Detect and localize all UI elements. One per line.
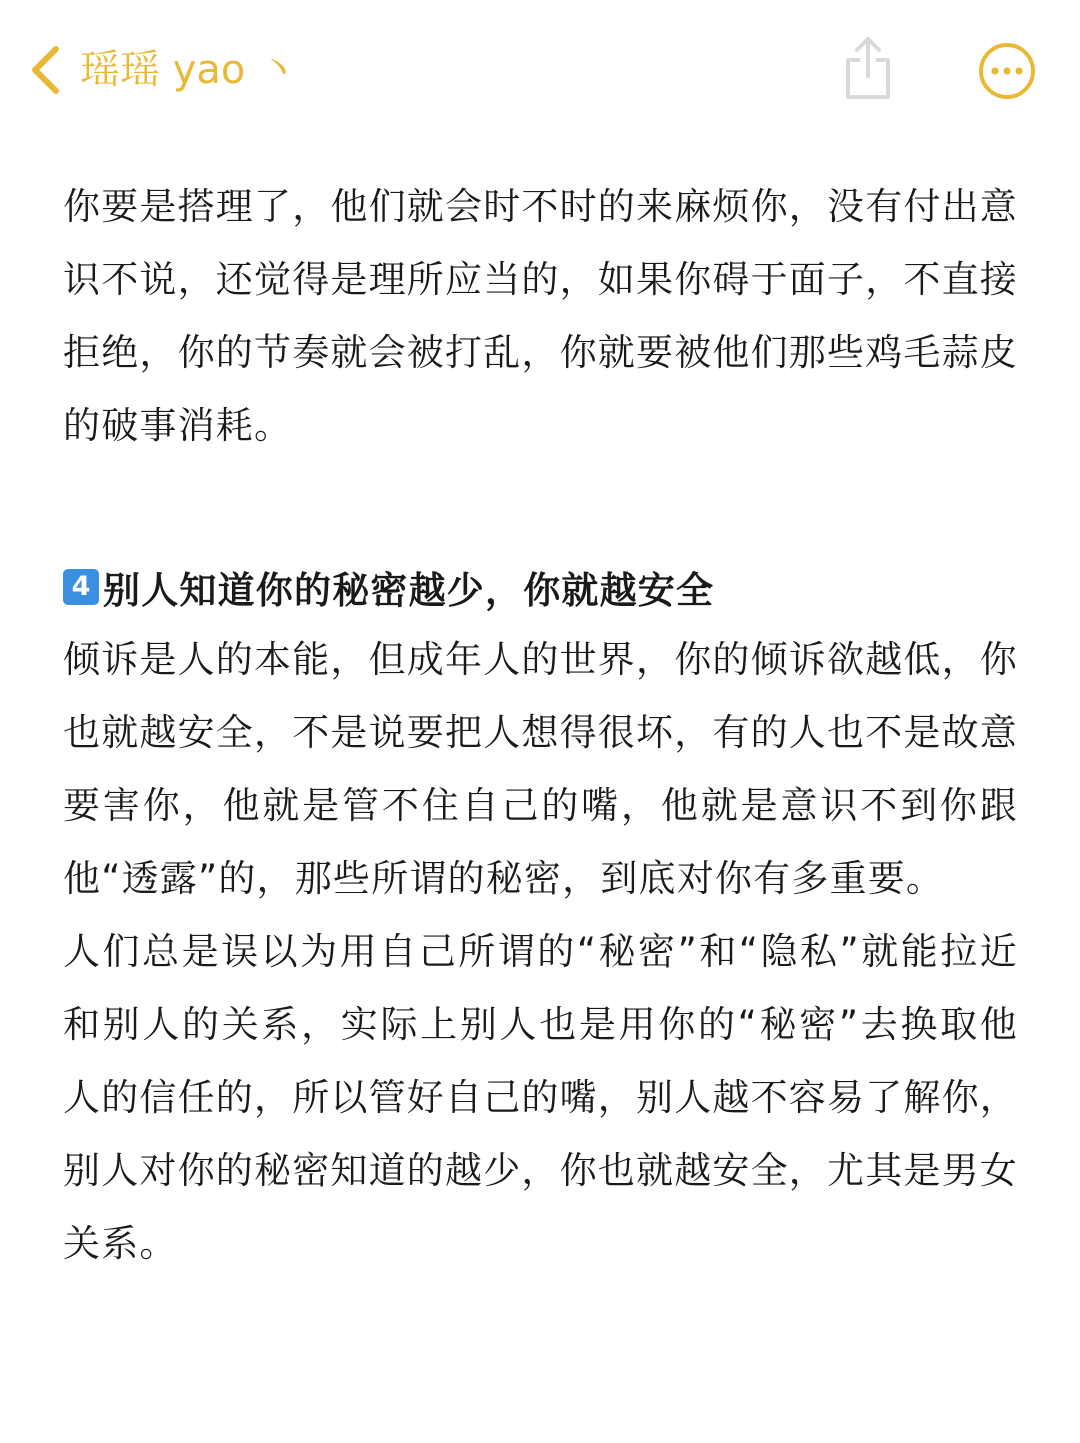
paragraph-spacer [63, 462, 1018, 550]
number-badge: 4 [63, 569, 99, 605]
note-content [63, 170, 1018, 1280]
navigation-bar [0, 0, 1080, 140]
section-heading [63, 550, 1018, 623]
section-paragraph-2: 人们总是误以为用自己所谓的“秘密”和“隐私”就能拉近和别人的关系，实际上别人也是用你的“秘密”去换取他人的信任的，所以管好自己的嘴，别人越不容易了解你，别人对你的秘密知道的越少，你也就越安全，尤其是男女关系。 [63, 930, 1018, 1265]
more-icon [978, 42, 1036, 100]
share-button[interactable] [838, 34, 898, 102]
section-paragraph-1: 倾诉是人的本能，但成年人的世界，你的倾诉欲越低，你也就越安全，不是说要把人想得很坏，有的人也不是故意要害你，他就是管不住自己的嘴，他就是意识不到你跟他“透露”的，那些所谓的秘密，到底对你有多重要。 [63, 638, 1018, 900]
paragraph-intro: 你要是搭理了，他们就会时不时的来麻烦你，没有付出意识不说，还觉得是理所应当的，如果你碍于面子，不直接拒绝，你的节奏就会被打乱，你就要被他们那些鸡毛蒜皮的破事消耗。 [63, 185, 1018, 447]
author-name[interactable]: 瑶瑶 yao 丶 [80, 47, 299, 93]
back-button[interactable] [28, 40, 298, 100]
share-icon [838, 34, 898, 102]
chevron-left-icon [28, 45, 62, 95]
section-title: 别人知道你的秘密越少，你就越安全 [103, 568, 715, 612]
more-button[interactable] [978, 42, 1036, 100]
